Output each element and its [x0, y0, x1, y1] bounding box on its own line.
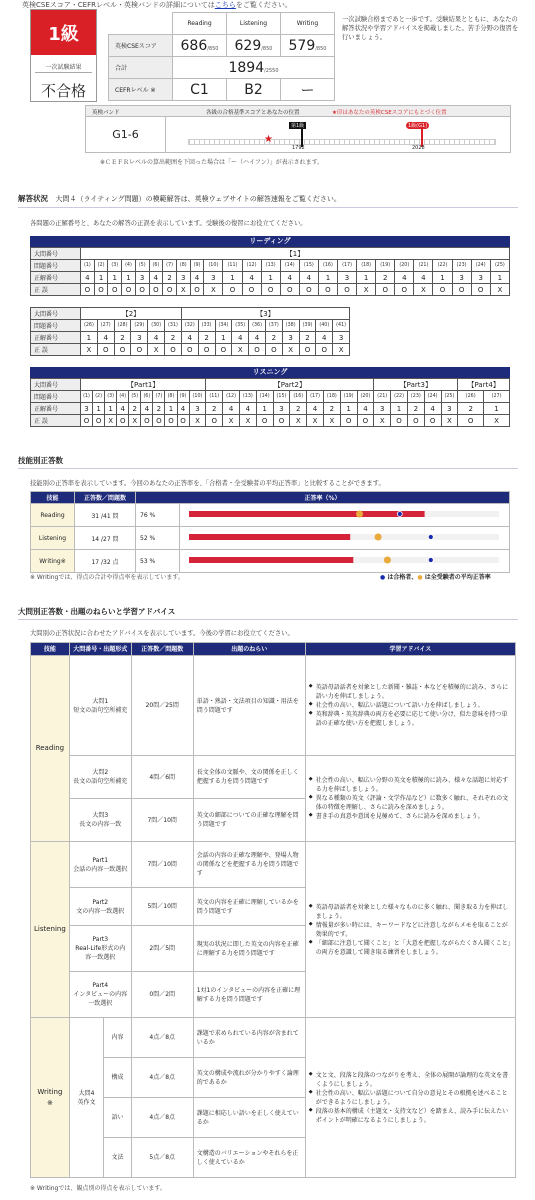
skill-section-title: 技能別正答数 [18, 456, 63, 465]
reading-table-1: 大問番号 【1】 問題番号 (1) (2) (3) (4) (5) (6) (7) (8) (9) (10) (11) (12) (13) (14) (15) (16) (17) (18) (19) (20) (21) (22) (23) (24) (25) 正解番号 4 1 1 1 3 4 2 3 4 3 1 4 1 4 4 1 3 1 2 4 4 1 3 3 1 正 誤 O O O O O O O X O X O O O O O O O X O O X O O O X [30, 247, 510, 296]
band-scale [188, 139, 496, 145]
question-format: Part1 会話の内容一致選択 [69, 842, 131, 888]
question-format: 大問2 長文の語句空所補充 [69, 756, 131, 799]
advice-table: 技能 大問番号・出題形式 正答数／問題数 出題のねらい 学習アドバイス Reading 大問1 短文の語句空所補充 20問／25問 単語・熟語・文法項目の知識・用法を問う問題です ◆ 英語母語話者を対象とした新聞・雑誌・本などを積極的に読み、さらに語い力を伸ばしましょう。 ◆ 社会性の高い、幅広い話題について語い力を伸ばしましょう。 ◆ 英和辞典・英英辞典の両方を必要に応じて使い分け、似た意味を持つ単語の正確な使い方を把握しましょう。 大問2 長文の語句空所補充 4問／6問 長文全体の文脈や、文の関係を正しく把握する力を問う問題です ◆ 社会性の高い、幅広い分野の英文を積極的に読み、様々な話題に対応する力を伸ばしましょう。 ◆ 異なる種類の英文（評論・文学作品など）に数多く触れ、それぞれの文体の特徴を理解し、さらに読みを深めましょう。 ◆ 書き手の真意や意図を見極めて、さらに読みを深めましょう。 大問3 長文の内容一致 7問／10問 英文の細部についての正確な理解を問う問題です Listening Part1 会話の内容一致選択 7問／10問 会話の内容の正確な理解や、登場人物の関係などを把握する力を問う問題です ◆ 英語母語話者を対象とした様々なものに多く触れ、聞き取る力を伸ばしましょう。 ◆ 情報量が多い時には、キーワードなどに注意しながらメモを取ることが効果的です。 ◆ 「細部に注意して聞くこと」と「大意を把握しながらたくさん聞くこと」の両方を意識して聞き取る練習をしましょう。 Part2 文の内容一致選択 5問／10問 英文の内容を正確に理解しているかを問う問題です Part3 Real-Life形式の内容一致選択 2問／5問 現実の状況に即した英文の内容を正確に理解する力を問う問題です Part4 インタビューの内容一致選択 0問／2問 1対1のインタビューの内容を正確に理解する力を問う問題です Writing ※ 大問4 英作文 内容 4点／8点 課題で求められている内容が含まれているか ◆ 文と文、段落と段落のつながりを考え、全体の展開が論理的な英文を書くようにしましょう。 ◆ 社会性の高い、幅広い話題について自分の意見とその根拠を述べることができるようにしましょう。 ◆ 段落の基本的構成（主題文・支持文など）を踏まえ、読み手に伝えたいポイントが明確になるようにしましょう。 構成 4点／8点 英文の構成や流れが分かりやすく論理的であるか 語い 4点／8点 課題に相応しい語いを正しく使えているか 文法 5点／8点 文構造のバリエーションやそれらを正しく使えているか [30, 642, 516, 1178]
band-value: G1-6 [86, 117, 166, 152]
group-label: 【1】 [81, 248, 510, 260]
passer-average-dot [397, 512, 402, 517]
footer-note: ※ Writingでは、観点別の得点を表示しています。 [30, 1185, 166, 1192]
top-note: 英検CSEスコア・CEFRレベル・英検バンドの詳細についてはこちらをご覧ください。 [22, 1, 292, 9]
score-bar [189, 511, 425, 517]
group-label: 【Part3】 [374, 379, 458, 391]
grade-label: 1級 [31, 10, 96, 55]
score-table: Reading Listening Writing 英検CSEスコア 686/850 629/850 579/850 合計 1894/2550 CEFRレベル ※ C1 B2 ー [108, 12, 335, 101]
advice-item: ◆ 段落の基本的構成（主題文・支持文など）を踏まえ、読み手に伝えたいポイントが明確になるようにしましょう。 [309, 1107, 512, 1125]
answer-para: 各問題の正解番号と、あなたの解答の正誤を表示しています。受験後の復習にお役立てください。 [30, 220, 307, 227]
group-label: 【Part4】 [458, 379, 510, 391]
question-format: 大問1 短文の語句空所補充 [69, 656, 131, 756]
question-format: Part4 インタビューの内容一致選択 [69, 972, 131, 1018]
question-format: Part3 Real-Life形式の内容一致選択 [69, 926, 131, 972]
result-label: 一次試験結果 [45, 64, 82, 71]
reading-header: リーディング [30, 236, 510, 247]
question-format: Part2 文の内容一致選択 [69, 888, 131, 926]
details-link[interactable]: こちら [214, 1, 236, 9]
advice-item: ◆ 社会性の高い、幅広い話題について自分の意見とその根拠を述べることができるようにしましょう。 [309, 1089, 512, 1107]
question-format: 大問3 長文の内容一致 [69, 799, 131, 842]
advice-para: 大問別の正答状況に合わせたアドバイスを表示しています。今後の学習にお役立てください。 [30, 630, 294, 637]
advice-item: ◆ 異なる種類の英文（評論・文学作品など）に数多く触れ、それぞれの文体の特徴を理解し、さらに読みを深めましょう。 [309, 794, 512, 812]
advice-item: ◆ 英語母語話者を対象とした新聞・雑誌・本などを積極的に読み、さらに語い力を伸ばしましょう。 [309, 683, 512, 701]
legend: ● は合格者、● は全受験者の平均正答率 [380, 574, 491, 581]
advice-item: ◆ 「細部に注意して聞くこと」と「大意を把握しながらたくさん聞くこと」の両方を意識して聞き取る練習をしましょう。 [309, 939, 512, 957]
advice-item: ◆ 書き手の真意や意図を見極めて、さらに読みを深めましょう。 [309, 812, 512, 821]
group-label: 【Part2】 [206, 379, 374, 391]
band-box: 英検バンド 各級の合格基準スコアとあなたの位置 ★印はあなたの英検CSEスコアにもとづく位置 G1-6 第1級 1792 ★ 1級(G1) 2028 [85, 105, 511, 153]
score-bar [189, 557, 353, 563]
group-label: 【2】 [81, 308, 182, 320]
listening-header: リスニング [30, 367, 510, 378]
writing-bar [185, 550, 505, 570]
skill-table: 技能 正答数／問題数 正答率（%） Reading 31 /41 問 76 % Listening 14 /27 問 52 % Writing※ 17 /32 点 53 % [30, 491, 510, 573]
grade-box [30, 9, 97, 102]
result-description: 一次試験合格まであと一歩です。受験結果とともに、あなたの解答状況や学習アドバイスを掲載しました。苦手分野の復習を行いましょう。 [342, 16, 519, 42]
reading-bar [185, 504, 505, 524]
reading-table-2: 大問番号 【2】 【3】 問題番号 (26) (27) (28) (29) (30) (31) (32) (33) (34) (35) (36) (37) (38) (39) (40) (41) 正解番号 1 4 2 3 4 2 4 2 1 4 4 2 3 2 4 3 正 誤 X O O O X O O O O X O O X O O X [30, 307, 350, 356]
all-average-dot [374, 534, 381, 541]
listening-bar [185, 527, 505, 547]
score-bar [189, 534, 350, 540]
advice-item: ◆ 英語母語話者を対象とした様々なものに多く触れ、聞き取る力を伸ばしましょう。 [309, 903, 512, 921]
advice-item: ◆ 文と文、段落と段落のつながりを考え、全体の展開が論理的な英文を書くようにしましょう。 [309, 1071, 512, 1089]
passer-average-dot [428, 535, 433, 540]
passer-average-dot [428, 558, 433, 563]
all-average-dot [383, 557, 390, 564]
advice-section-title: 大問別正答数・出題のねらいと学習アドバイス [18, 607, 176, 616]
advice-item: ◆ 社会性の高い、幅広い話題について語い力を伸ばしましょう。 [309, 701, 512, 710]
advice-item: ◆ 情報量が多い時には、キーワードなどに注意しながらメモを取ることが効果的です。 [309, 921, 512, 939]
advice-item: ◆ 社会性の高い、幅広い分野の英文を積極的に読み、様々な話題に対応する力を伸ばしましょう。 [309, 776, 512, 794]
result-value: 不合格 [40, 82, 86, 100]
listening-table: 大問番号 【Part1】 【Part2】 【Part3】 【Part4】 問題番号 (1) (2) (3) (4) (5) (6) (7) (8) (9) (10) (11) (12) (13) (14) (15) (16) (17) (18) (19) (20) (21) (22) (23) (24) (25) (26) (27) 正解番号 3 1 1 4 2 4 2 1 4 3 2 4 4 1 3 2 4 2 1 4 3 1 2 4 3 2 1 正 誤 O O X O X O O O O X O X X O O X X X O O X O O O X O X [30, 378, 510, 427]
all-average-dot [356, 511, 363, 518]
band-note: ※ＣＥＦＲレベルの算出範囲を下回った場合は「ー（ハイフン）」が表示されます。 [100, 159, 324, 166]
group-label: 【3】 [181, 308, 349, 320]
skill-para: 技能別の正答率を表示しています。今回のあなたの正答率を、「合格者・全受験者の平均正答率」と比較することができます。 [30, 480, 385, 487]
answer-section-title: 解答状況 大問４（ライティング問題）の模範解答は、英検ウェブサイトの解答速報をご覧ください。 [18, 194, 341, 203]
star-icon: ★ [264, 134, 273, 145]
writing-note: ※ Writingでは、得点の合計や得点率を表示しています。 [30, 574, 184, 581]
group-label: 【Part1】 [81, 379, 206, 391]
advice-item: ◆ 英和辞典・英英辞典の両方を必要に応じて使い分け、似た意味を持つ単語の正確な使い方を把握しましょう。 [309, 710, 512, 728]
question-format: 大問4 英作文 [69, 1018, 103, 1178]
